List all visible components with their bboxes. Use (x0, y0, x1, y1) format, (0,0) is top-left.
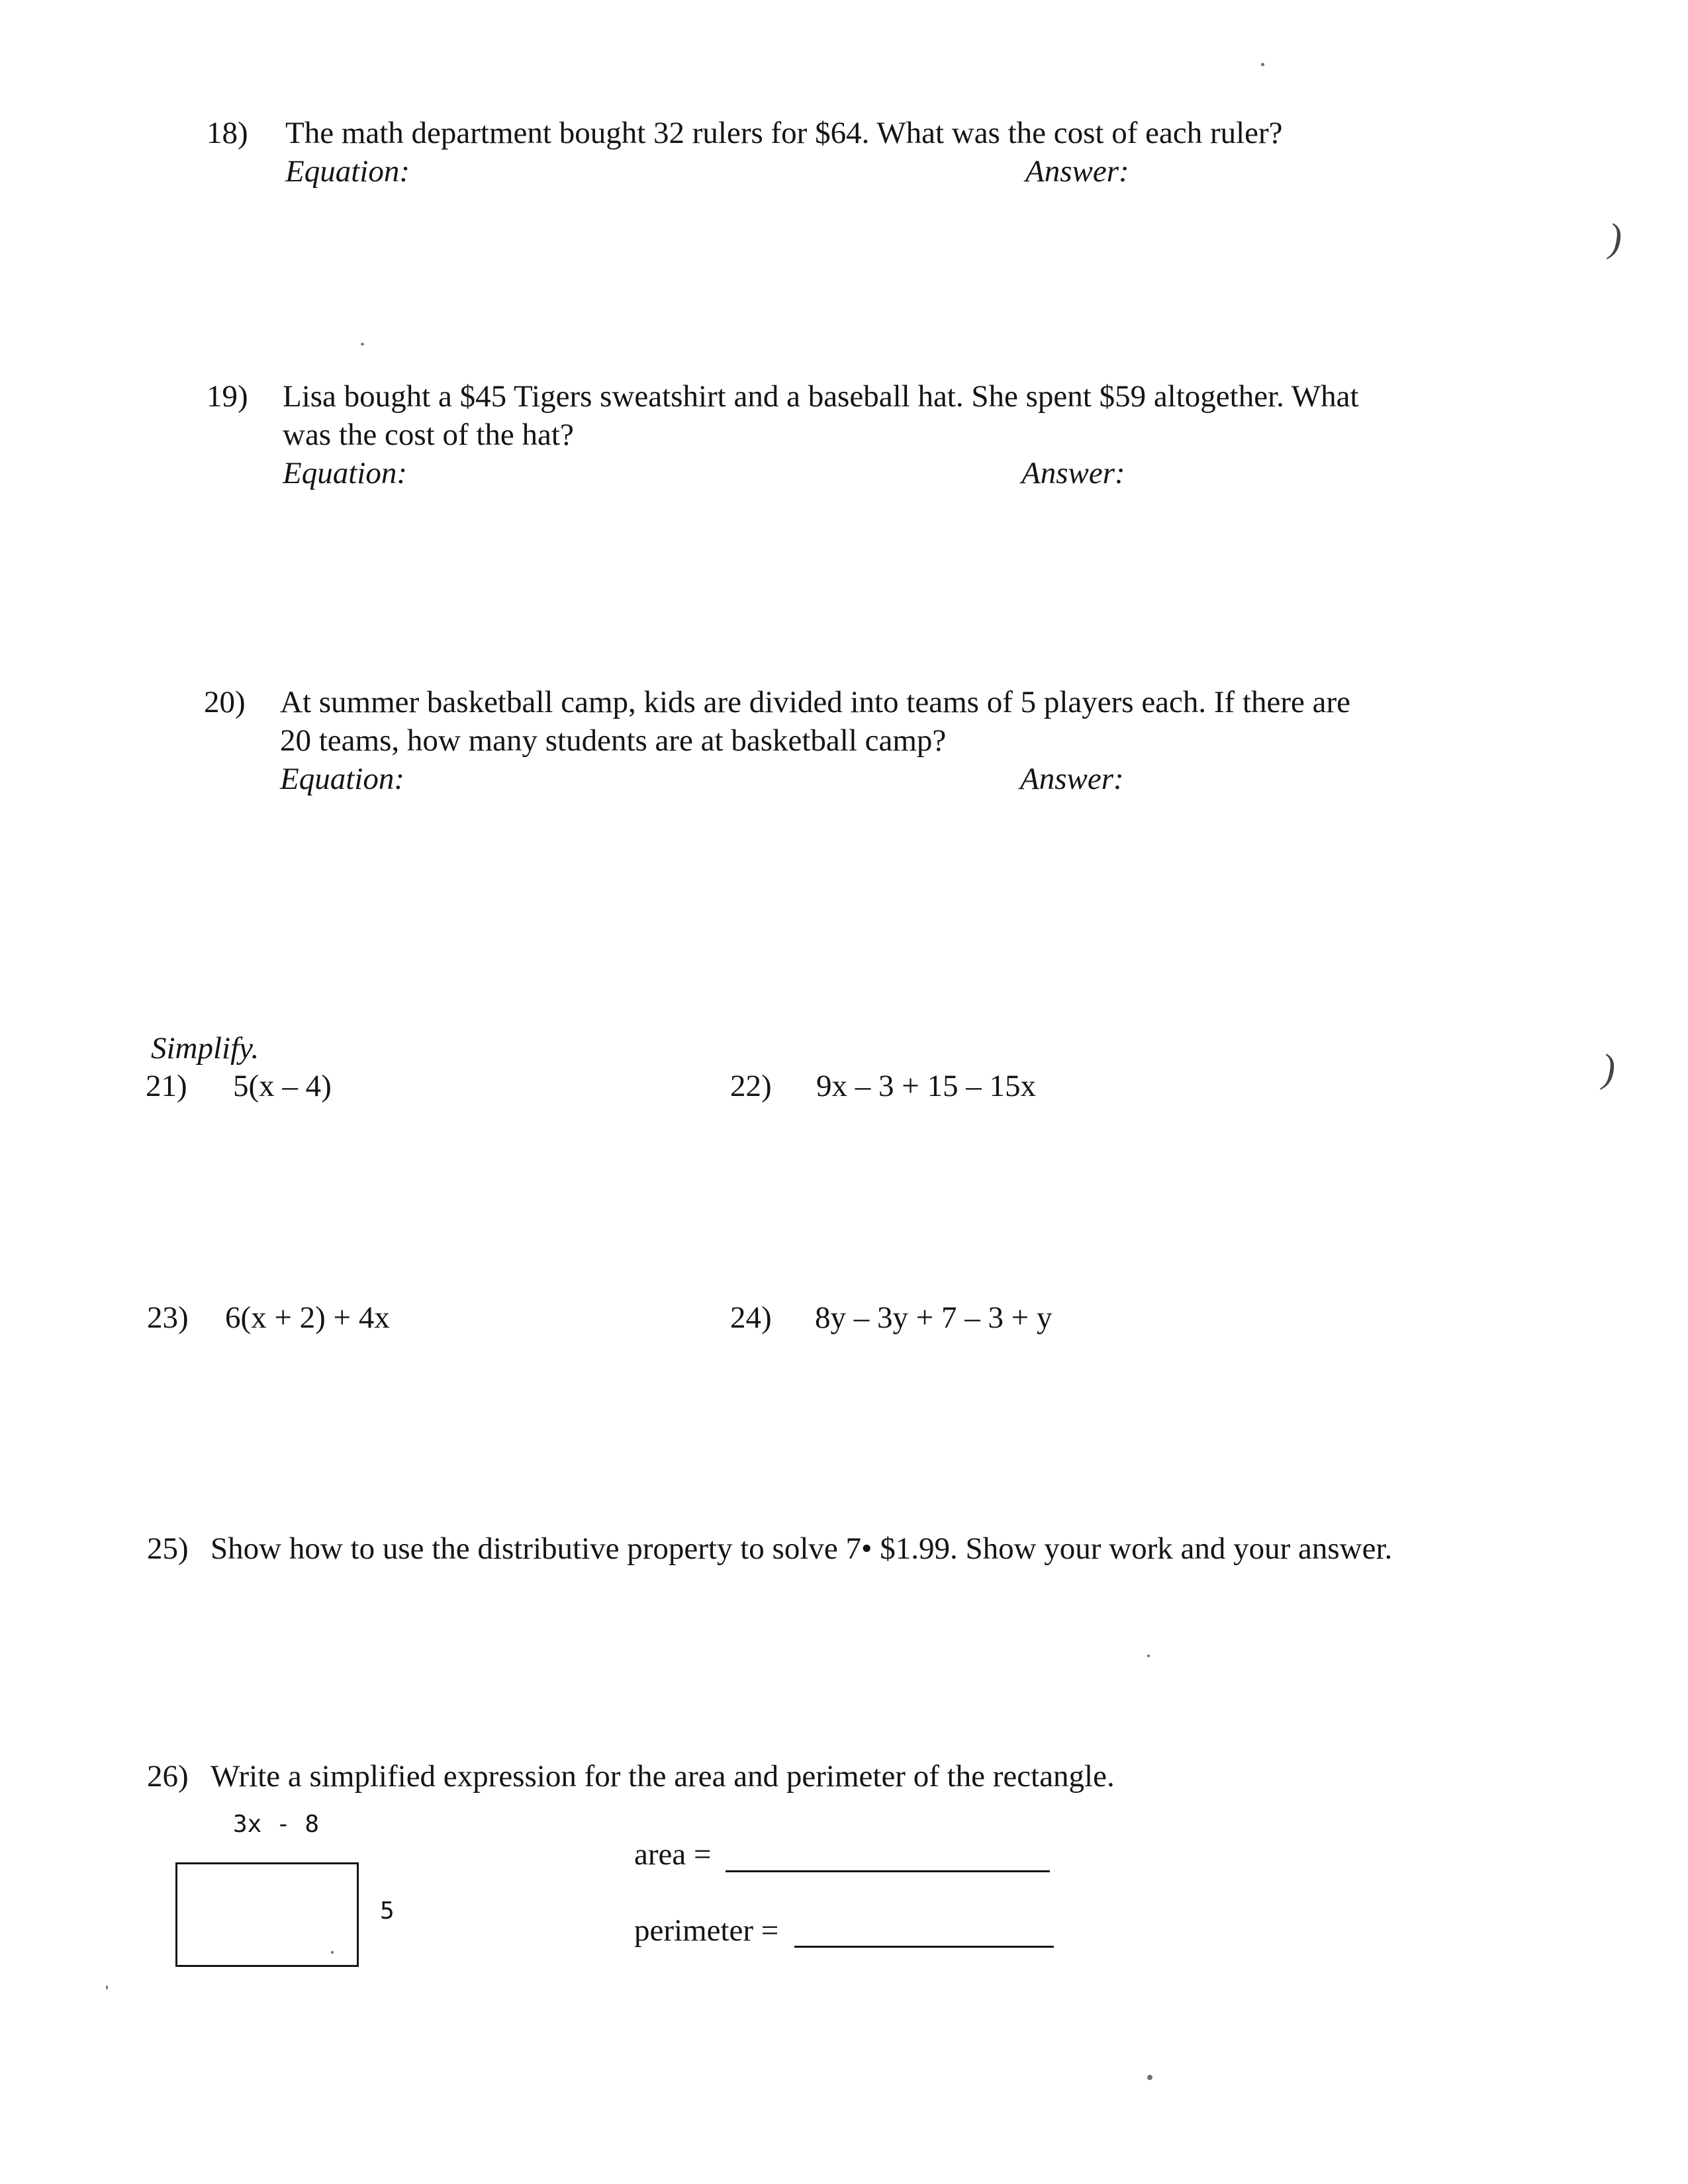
rectangle-height-label: 5 (380, 1897, 395, 1925)
scan-speck (1147, 2075, 1152, 2080)
q20-answer-label: Answer: (1020, 762, 1124, 796)
q18-equation-label: Equation: (285, 154, 410, 189)
simplify-heading: Simplify. (151, 1031, 259, 1066)
margin-mark: ) (1602, 1046, 1615, 1090)
q20-equation-label: Equation: (280, 762, 404, 796)
rectangle-width-label: 3x - 8 (233, 1811, 320, 1838)
q25-number: 25) (147, 1531, 189, 1566)
scan-speck (361, 343, 364, 345)
q26-number: 26) (147, 1759, 189, 1794)
q19-answer-label: Answer: (1021, 456, 1125, 490)
q20-line2: 20 teams, how many students are at basketball camp? (280, 723, 947, 758)
q25-text: Show how to use the distributive property to solve 7• $1.99. Show your work and your answer. (211, 1531, 1393, 1566)
q24-expression: 8y – 3y + 7 – 3 + y (815, 1300, 1053, 1335)
q18-text: The math department bought 32 rulers for $64. What was the cost of each ruler? (285, 116, 1283, 150)
scan-speck (106, 1985, 108, 1989)
q21-number: 21) (146, 1069, 187, 1103)
q19-line2: was the cost of the hat? (283, 418, 574, 452)
q26-text: Write a simplified expression for the area and perimeter of the rectangle. (211, 1759, 1115, 1794)
margin-mark: ) (1609, 216, 1622, 259)
q22-number: 22) (730, 1069, 772, 1103)
q21-expression: 5(x – 4) (233, 1069, 332, 1103)
q19-line1: Lisa bought a $45 Tigers sweatshirt and a baseball hat. She spent $59 altogether. What (283, 379, 1359, 414)
perimeter-answer-line (794, 1946, 1054, 1948)
q20-line1: At summer basketball camp, kids are divided into teams of 5 players each. If there are (280, 685, 1351, 719)
scan-speck (1261, 63, 1264, 66)
q23-number: 23) (147, 1300, 189, 1335)
perimeter-label: perimeter = (634, 1913, 779, 1948)
q20-number: 20) (204, 685, 246, 719)
area-label: area = (634, 1837, 712, 1872)
q22-expression: 9x – 3 + 15 – 15x (816, 1069, 1037, 1103)
q19-number: 19) (207, 379, 248, 414)
q23-expression: 6(x + 2) + 4x (225, 1300, 390, 1335)
scan-speck (1147, 1655, 1150, 1657)
q19-equation-label: Equation: (283, 456, 407, 490)
scan-speck (331, 1951, 334, 1954)
q18-number: 18) (207, 116, 248, 150)
q18-answer-label: Answer: (1025, 154, 1129, 189)
area-answer-line (726, 1870, 1050, 1872)
q24-number: 24) (730, 1300, 772, 1335)
